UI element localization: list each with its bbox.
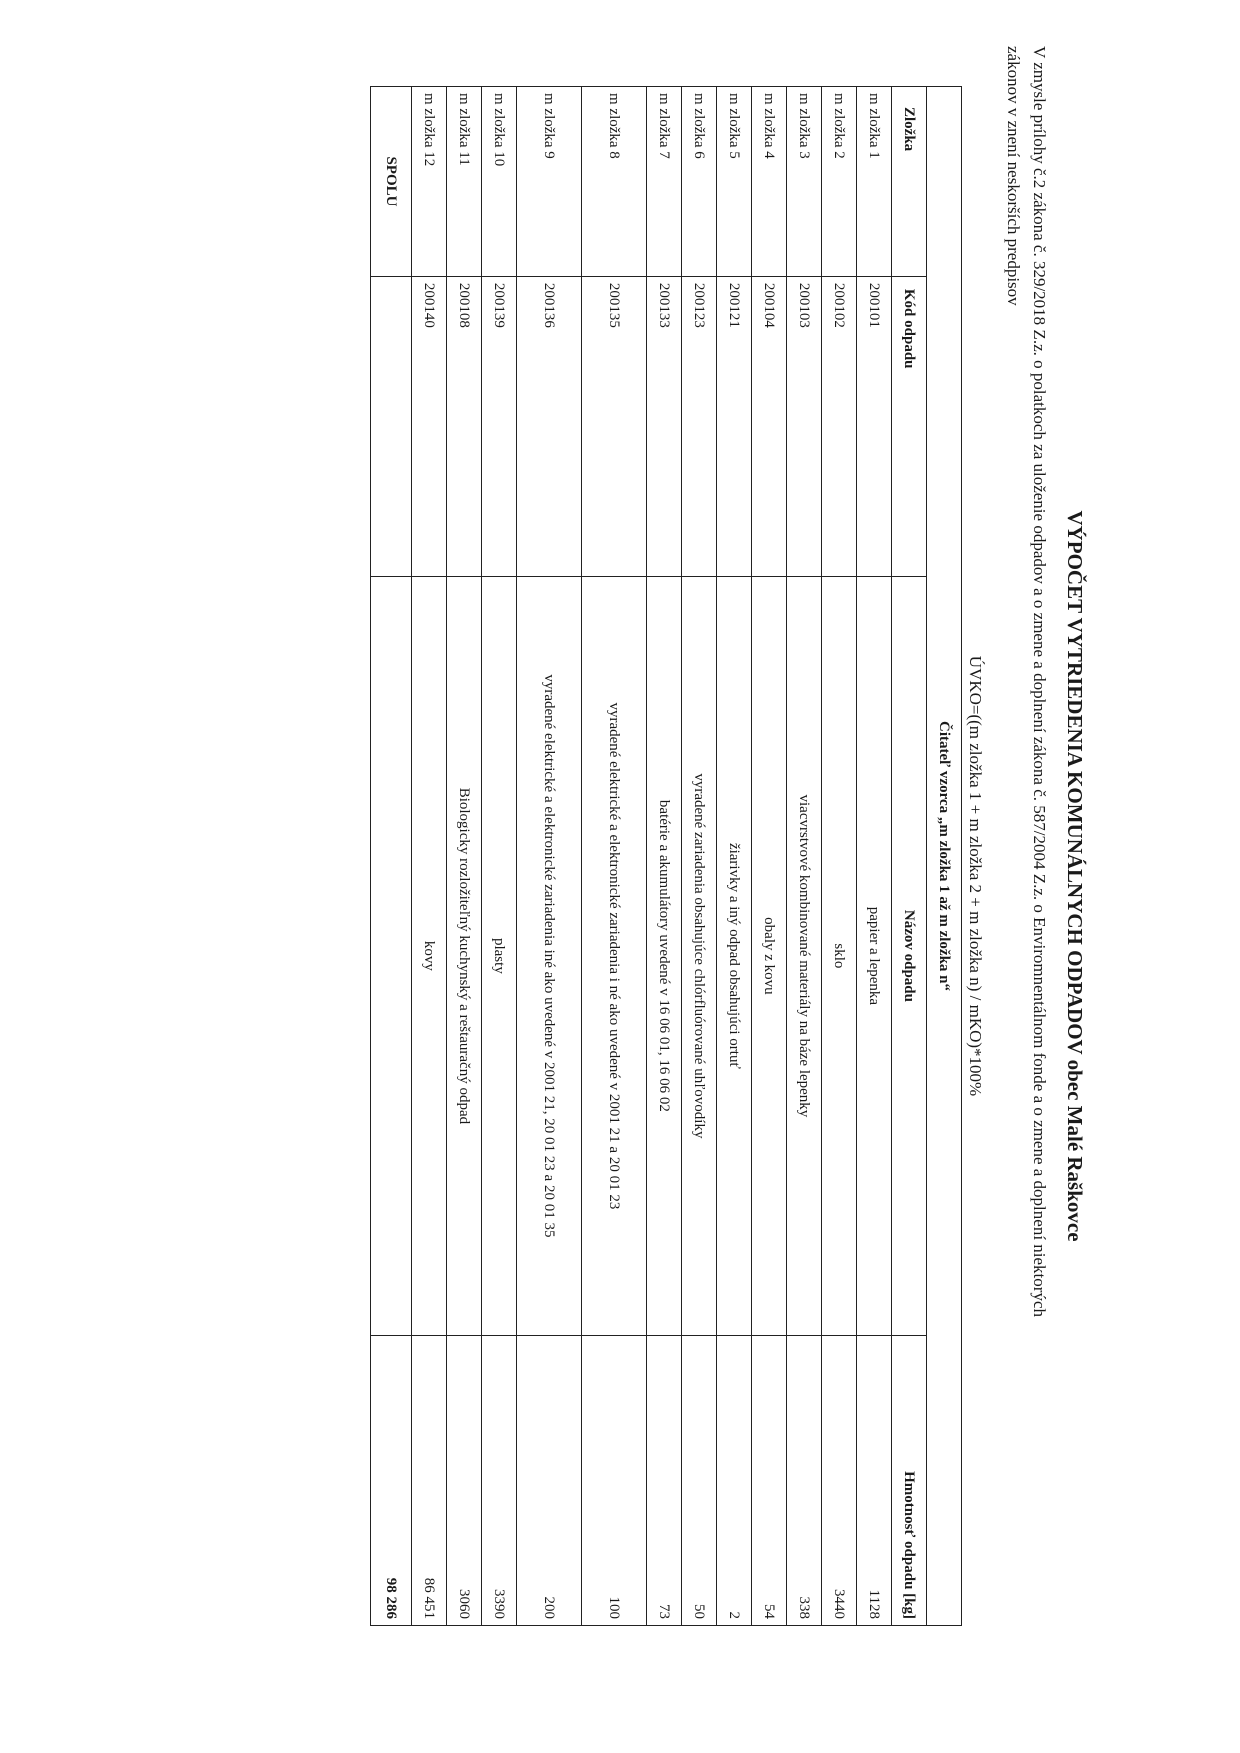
cell-kod: 200133 bbox=[647, 276, 682, 576]
cell-nazov: papier a lepenka bbox=[857, 576, 892, 1335]
table-caption: Čitateľ vzorca „m zložka 1 až m zložka n“ bbox=[927, 87, 962, 1626]
cell-hmotnost: 100 bbox=[582, 1336, 647, 1626]
table-row bbox=[447, 87, 482, 1626]
table-body bbox=[412, 87, 892, 1626]
cell-kod: 200108 bbox=[447, 276, 482, 576]
cell-kod: 200123 bbox=[682, 276, 717, 576]
cell-nazov: viacvrstvové kombinované materiály na báze lepenky bbox=[787, 576, 822, 1335]
cell-hmotnost: 3390 bbox=[482, 1336, 517, 1626]
cell-zlozka: m zložka 9 bbox=[517, 87, 582, 277]
header-kod: Kód odpadu bbox=[892, 276, 927, 576]
cell-kod: 200121 bbox=[717, 276, 752, 576]
cell-zlozka: m zložka 11 bbox=[447, 87, 482, 277]
formula: ÚVKO=((m zložka 1 + m zložka 2 + m zložka n) / mKO)*100% bbox=[966, 655, 985, 1097]
cell-hmotnost: 3060 bbox=[447, 1336, 482, 1626]
cell-kod: 200104 bbox=[752, 276, 787, 576]
cell-hmotnost: 2 bbox=[717, 1336, 752, 1626]
header-hmotnost: Hmotnosť odpadu [kg] bbox=[892, 1336, 927, 1626]
cell-kod: 200140 bbox=[412, 276, 447, 576]
cell-zlozka: m zložka 6 bbox=[682, 87, 717, 277]
cell-kod: 200102 bbox=[822, 276, 857, 576]
cell-hmotnost: 1128 bbox=[857, 1336, 892, 1626]
rotated-page bbox=[30, 26, 1090, 1726]
table-row bbox=[647, 87, 682, 1626]
table-row bbox=[517, 87, 582, 1626]
total-label: SPOLU bbox=[371, 87, 412, 277]
table-row bbox=[682, 87, 717, 1626]
cell-nazov: vyradené elektrické a elektronické zariadenia i né ako uvedené v 2001 21 a 20 01 23 bbox=[582, 576, 647, 1335]
cell-zlozka: m zložka 12 bbox=[412, 87, 447, 277]
table-row bbox=[752, 87, 787, 1626]
cell-zlozka: m zložka 1 bbox=[857, 87, 892, 277]
cell-kod: 200101 bbox=[857, 276, 892, 576]
cell-hmotnost: 3440 bbox=[822, 1336, 857, 1626]
total-row bbox=[371, 87, 412, 1626]
cell-hmotnost: 200 bbox=[517, 1336, 582, 1626]
table-row bbox=[482, 87, 517, 1626]
intro-line-2: zákonov v znení neskorších predpisov bbox=[1004, 46, 1023, 306]
cell-nazov: žiarivky a iný odpad obsahujúci ortuť bbox=[717, 576, 752, 1335]
cell-hmotnost: 50 bbox=[682, 1336, 717, 1626]
cell-hmotnost: 54 bbox=[752, 1336, 787, 1626]
waste-table bbox=[370, 86, 962, 1626]
table-row bbox=[822, 87, 857, 1626]
cell-zlozka: m zložka 8 bbox=[582, 87, 647, 277]
cell-zlozka: m zložka 2 bbox=[822, 87, 857, 277]
table-caption-row bbox=[927, 87, 962, 1626]
cell-hmotnost: 338 bbox=[787, 1336, 822, 1626]
table-row bbox=[412, 87, 447, 1626]
total-value: 98 286 bbox=[371, 1336, 412, 1626]
cell-zlozka: m zložka 10 bbox=[482, 87, 517, 277]
cell-nazov: kovy bbox=[412, 576, 447, 1335]
cell-nazov: Biologicky rozložiteľný kuchynský a reštauračný odpad bbox=[447, 576, 482, 1335]
header-nazov: Názov odpadu bbox=[892, 576, 927, 1335]
table-row bbox=[857, 87, 892, 1626]
cell-zlozka: m zložka 5 bbox=[717, 87, 752, 277]
total-empty-nazov bbox=[371, 576, 412, 1335]
table-row bbox=[787, 87, 822, 1626]
total-empty-kod bbox=[371, 276, 412, 576]
cell-zlozka: m zložka 4 bbox=[752, 87, 787, 277]
table-row bbox=[717, 87, 752, 1626]
document-heading bbox=[962, 26, 1090, 1726]
cell-kod: 200139 bbox=[482, 276, 517, 576]
cell-nazov: plasty bbox=[482, 576, 517, 1335]
cell-zlozka: m zložka 7 bbox=[647, 87, 682, 277]
cell-kod: 200136 bbox=[517, 276, 582, 576]
cell-kod: 200103 bbox=[787, 276, 822, 576]
cell-nazov: batérie a akumulátory uvedené v 16 06 01, 16 06 02 bbox=[647, 576, 682, 1335]
intro-text bbox=[1000, 26, 1052, 1726]
cell-zlozka: m zložka 3 bbox=[787, 87, 822, 277]
intro-line-1: V zmysle prílohy č.2 zákona č. 329/2018 Z.z. o polatkoch za uloženie odpadov a o zmene a doplnení zákona č. 587/2004 Z.z. o Enviromnentálnom fonde a o zmene a doplnení niektorých bbox=[1030, 46, 1049, 1317]
cell-kod: 200135 bbox=[582, 276, 647, 576]
cell-hmotnost: 86 451 bbox=[412, 1336, 447, 1626]
table-header-row bbox=[892, 87, 927, 1626]
header-zlozka: Zložka bbox=[892, 87, 927, 277]
cell-nazov: vyradené zariadenia obsahujúce chlórfluórované uhľovodíky bbox=[682, 576, 717, 1335]
cell-nazov: obaly z kovu bbox=[752, 576, 787, 1335]
document-title: VÝPOČET VYTRIEDENIA KOMUNÁLNYCH ODPADOV obec Malé Raškovce bbox=[1063, 510, 1087, 1242]
cell-nazov: vyradené elektrické a elektronické zariadenia iné ako uvedené v 2001 21, 20 01 23 a 20 01 35 bbox=[517, 576, 582, 1335]
table-row bbox=[582, 87, 647, 1626]
cell-hmotnost: 73 bbox=[647, 1336, 682, 1626]
cell-nazov: sklo bbox=[822, 576, 857, 1335]
